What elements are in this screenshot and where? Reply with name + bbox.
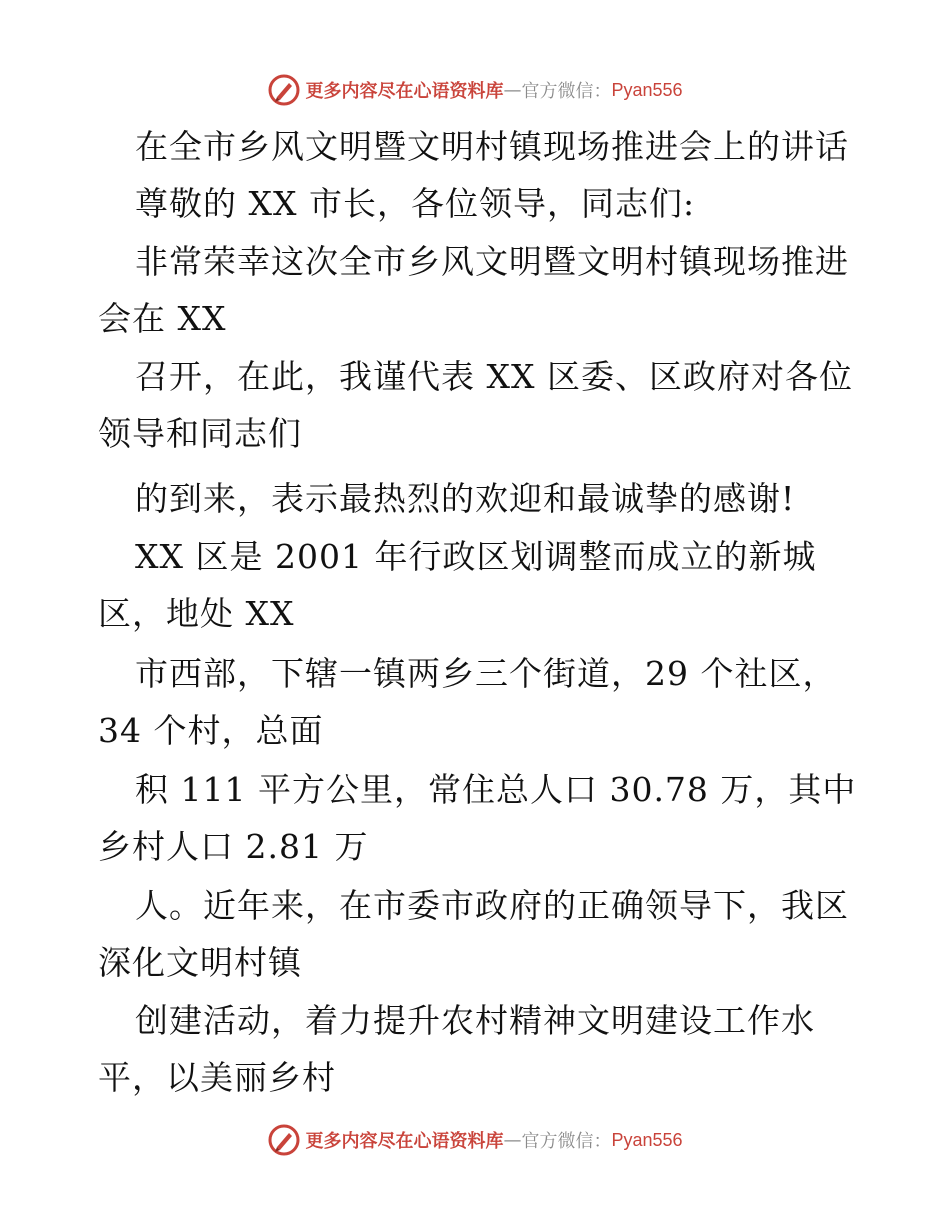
body-line-7: 的到来，表示最热烈的欢迎和最诚挚的感谢!: [135, 479, 796, 518]
body-line-8: XX 区是 2001 年行政区划调整而成立的新城: [135, 537, 817, 576]
watermark-separator: —: [503, 79, 522, 101]
body-line-4: 会在 XX: [98, 299, 227, 338]
greeting-line: 尊敬的 XX 市长，各位领导，同志们:: [135, 184, 696, 223]
body-line-9: 区，地处 XX: [98, 594, 295, 633]
pen-logo-icon: [267, 73, 301, 107]
body-line-11: 34 个村，总面: [98, 711, 324, 750]
watermark-id: Pyan556: [611, 79, 683, 100]
watermark-text: 更多内容尽在心语资料库: [305, 81, 504, 102]
watermark-separator: —: [503, 1129, 522, 1151]
pen-logo-icon: [267, 1123, 301, 1157]
watermark-text: 更多内容尽在心语资料库: [305, 1131, 504, 1152]
watermark-id: Pyan556: [611, 1129, 683, 1150]
body-line-14: 人。近年来，在市委市政府的正确领导下，我区: [135, 886, 849, 925]
body-line-12: 积 111 平方公里，常住总人口 30.78 万，其中: [135, 770, 857, 809]
body-line-17: 平，以美丽乡村: [98, 1058, 336, 1097]
body-line-15: 深化文明村镇: [98, 943, 302, 982]
body-line-5: 召开，在此，我谨代表 XX 区委、区政府对各位: [135, 357, 853, 396]
document-title: 在全市乡风文明暨文明村镇现场推进会上的讲话: [135, 127, 849, 166]
body-line-6: 领导和同志们: [98, 414, 302, 453]
body-line-13: 乡村人口 2.81 万: [98, 827, 369, 866]
watermark-label: 官方微信：: [521, 1131, 612, 1152]
body-line-3: 非常荣幸这次全市乡风文明暨文明村镇现场推进: [135, 242, 849, 281]
body-line-10: 市西部，下辖一镇两乡三个街道，29 个社区，: [135, 654, 837, 693]
watermark-label: 官方微信：: [521, 81, 612, 102]
body-line-16: 创建活动，着力提升农村精神文明建设工作水: [135, 1001, 815, 1040]
watermark-banner-bottom: [0, 1120, 950, 1160]
watermark-banner-top: [0, 70, 950, 110]
